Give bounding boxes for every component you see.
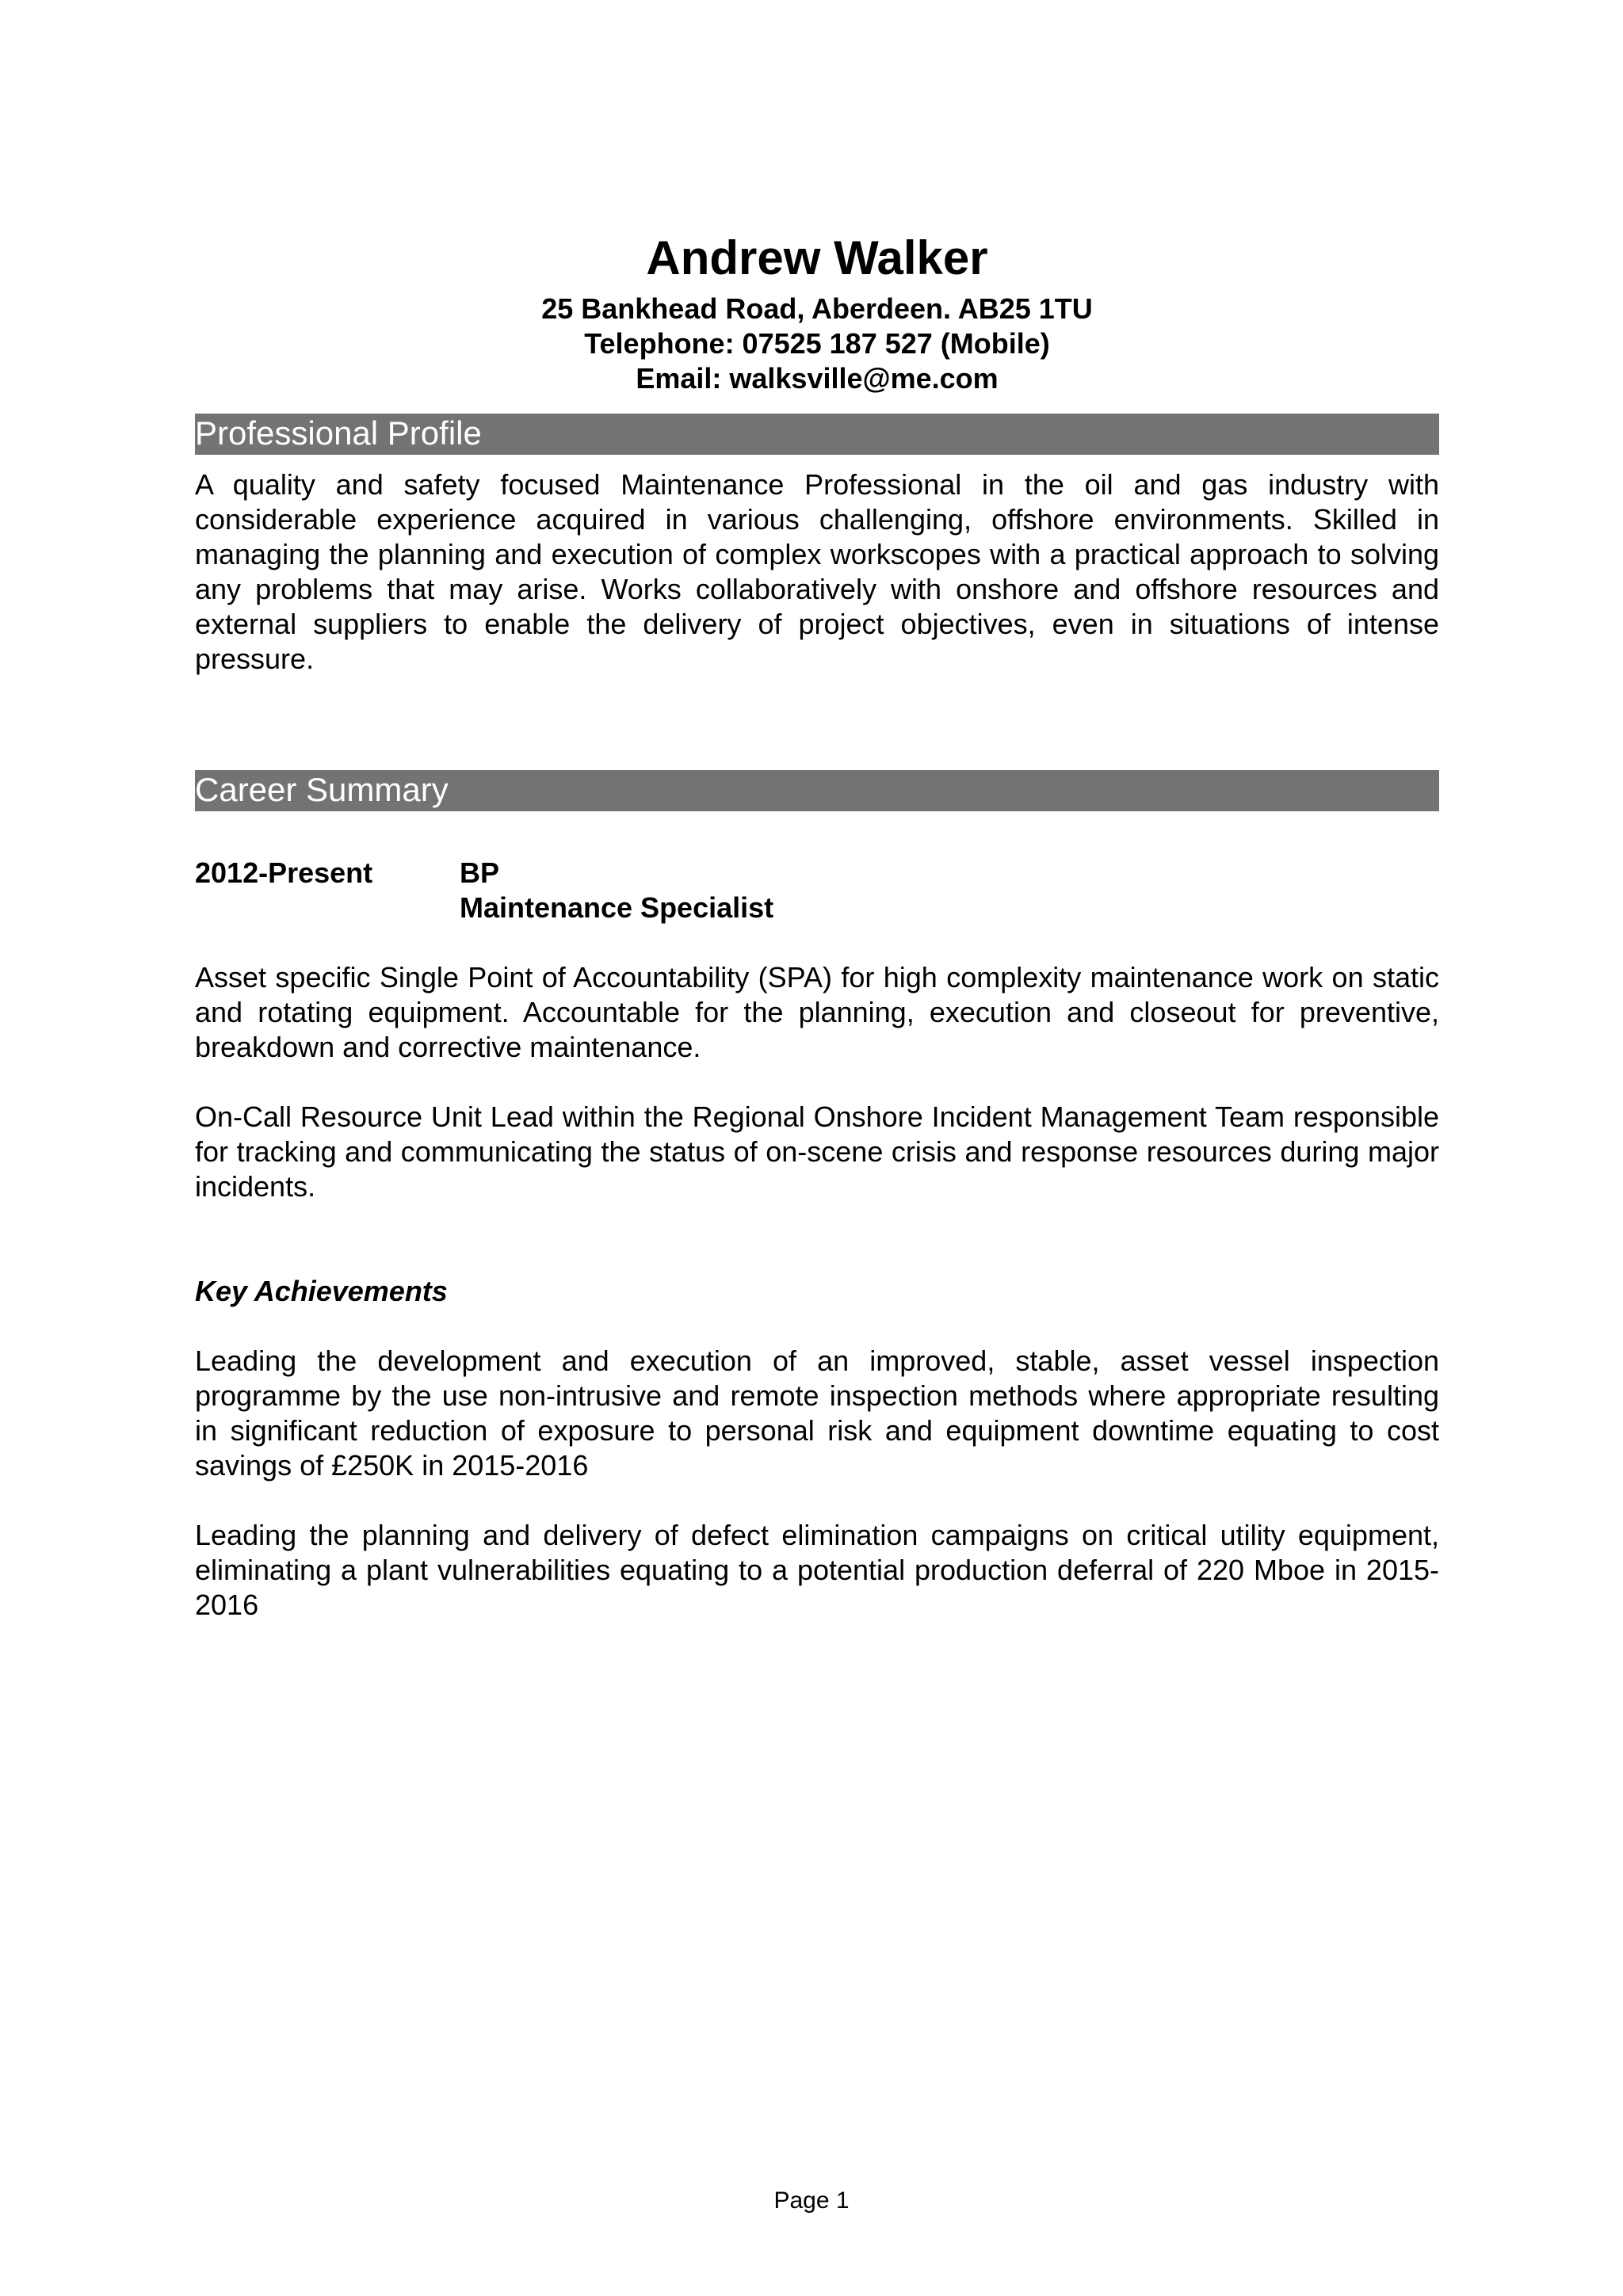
resume-page bbox=[195, 230, 1439, 1623]
professional-profile-heading: Professional Profile bbox=[195, 414, 1439, 455]
achievement-1: Leading the development and execution of an improved, stable, asset vessel inspection programme by the use non-intrusive and remote inspection methods where appropriate resulting in significant reduction of exposure to personal risk and equipment downtime equating to cost savings of £250K in 2015-2016 bbox=[195, 1344, 1439, 1482]
job-company: BP bbox=[460, 856, 500, 889]
job-role: Maintenance Specialist bbox=[460, 891, 774, 924]
job-description-1: Asset specific Single Point of Accountability (SPA) for high complexity maintenance work on static and rotating equipment. Accountable for the planning, execution and closeout for preventive, breakdown and corrective maintenance. bbox=[195, 961, 1439, 1063]
career-summary-heading: Career Summary bbox=[195, 770, 1439, 811]
page-number: Page 1 bbox=[773, 2187, 850, 2214]
achievement-2: Leading the planning and delivery of defect elimination campaigns on critical utility equipment, eliminating a plant vulnerabilities equating to a potential production deferral of 220 Mboe in 2015-2016 bbox=[195, 1519, 1439, 1621]
telephone: Telephone: 07525 187 527 (Mobile) bbox=[584, 327, 1050, 360]
key-achievements-heading: Key Achievements bbox=[195, 1275, 448, 1307]
profile-text: A quality and safety focused Maintenance Professional in the oil and gas industry with considerable experience acquired in various challenging, offshore environments. Skilled in managing the planning and execution of complex workscopes with a practical approach to solving any problems that may arise. Works collaboratively with onshore and offshore resources and external suppliers to enable the delivery of project objectives, even in situations of intense pressure. bbox=[195, 468, 1439, 675]
job-details bbox=[460, 856, 773, 925]
email: Email: walksville@me.com bbox=[636, 362, 999, 395]
job-period: 2012-Present bbox=[195, 856, 373, 889]
job-entry bbox=[195, 856, 1439, 925]
job-description-2: On-Call Resource Unit Lead within the Regional Onshore Incident Management Team responsible for tracking and communicating the status of on-scene crisis and response resources during major incidents. bbox=[195, 1100, 1439, 1203]
contact-block bbox=[195, 292, 1439, 396]
address: 25 Bankhead Road, Aberdeen. AB25 1TU bbox=[541, 292, 1093, 325]
candidate-name: Andrew Walker bbox=[646, 231, 988, 284]
